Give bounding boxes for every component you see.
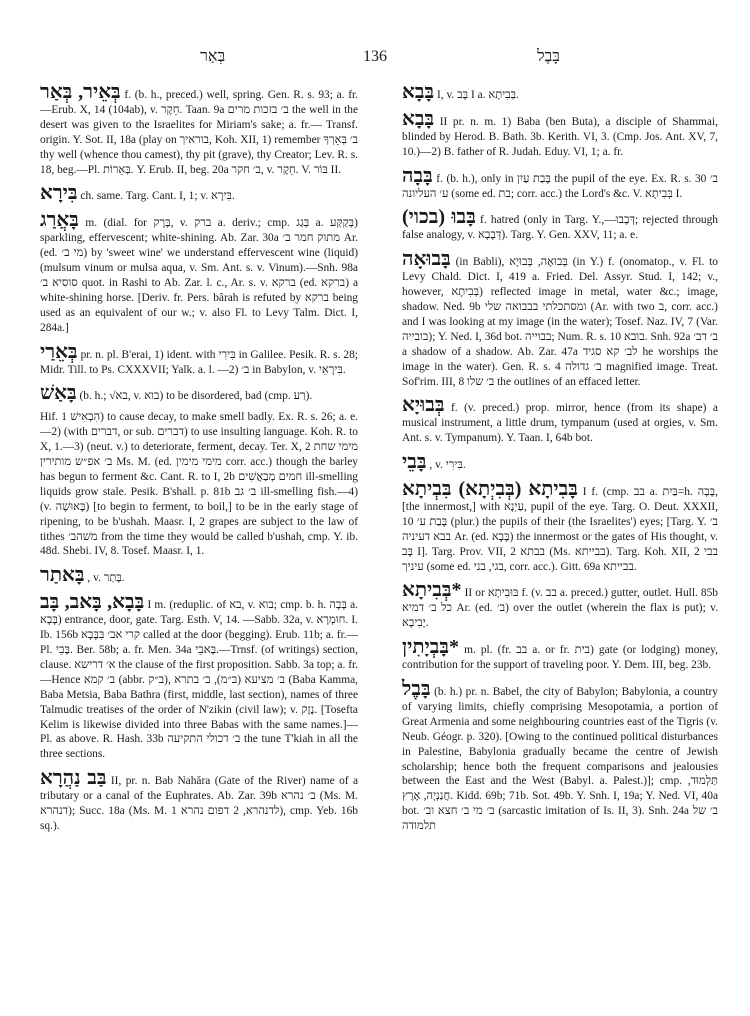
entry-text: , v. בָּתַר.: [87, 572, 125, 585]
entry-headword: בָּבֶל: [402, 678, 431, 700]
entry-text: f. (v. preced.) prop. mirror, hence (from its shape) a musical instrument, a little drum, tympanum (used at orgies, v. Sm. Ant. s. v. Tympanum). Y. Taan. I, 64b bot.: [402, 402, 718, 445]
entry-headword: בְּאֵרַי: [40, 340, 78, 363]
dictionary-entry: [40, 342, 358, 378]
dictionary-entry: [402, 395, 718, 446]
dictionary-entry: [40, 410, 358, 559]
entry-text: m. (dial. for בָּרָק, v. ברק a. deriv.; cmp. בְּגַג a. בְּקַקַּע) sparkling, effervescent; white-shining. Ab. Zar. 30a מתוק חמר ב׳ Ar. (ed. מי ב׳) by 'sweet wine' we understand effervescent wine (liquid) (mulsum vinum or mulsa aqua, v. Sm. Ant. s. v. Vinum).—Snh. 98a סוסיא ב׳ quot. in Rashi to Ab. Zar. l. c., Ar. s. v. ברקא (ed. ברקא) a white-shining horse. [Deriv. fr. Pers. bârah is refuted by ברקא being used as an equivalent of our w.; v. also Fl. to Levy Talm. Dict. I, 284a.]: [40, 217, 359, 334]
page-number: 136: [363, 48, 387, 65]
dictionary-entry: [40, 383, 358, 404]
entry-text: I, v. בָּב I a. בְּבִיתָא.: [436, 89, 519, 101]
entry-text: (b. h.; √בא, v. בוא) to be disordered, bad (cmp. רַע).: [79, 390, 313, 403]
dictionary-entry: [40, 183, 358, 204]
dictionary-entry: [40, 210, 358, 335]
entry-headword: בָּאֲרַג: [40, 209, 79, 232]
entry-headword: בָּאַשׁ: [40, 382, 77, 405]
entry-text: II pr. n. m. 1) Baba (ben Buta), a disciple of Shammai, blinded by Herod. B. Bath. 3b. Kerith. VI, 3. (Cmp. Jos. Ant. XV, 7, 10.)—2) B. father of R. Judah. Eduy. VI, 1; a. fr.: [402, 115, 718, 158]
entry-text: f. (b. h., preced.) well, spring. Gen. R. s. 93; a. fr.—Erub. X, 14 (104ab), v. חֵקֶר. Taan. 9a ב׳ בזכות מרים the well in the desert was given to the Israelites for Miriam's sake; a. fr.— Transf. origin. Y. Sot. II, 18a (play on בוראיך, Koh. XII, 1) remember ב׳ בְּאֵרְךָ thy well (whence thou camest), thy pit (grave), thy Creator; Lev. R. s. 18, beg.—Pl. בְּאֵרוֹת. Y. Erub. II, beg. 20a ב׳ חקר, v. חֵקֶר. V. בּוֹר II.: [40, 89, 359, 176]
entry-text: pr. n. pl. B'erai, 1) ident. with בִּירִי in Galilee. Pesik. R. s. 28; Midr. Till. to Ps. CXXXVII; Yalk. a. l. —2) ב׳ in Babylon, v. בִּירָאֵי.: [40, 348, 358, 376]
entry-text: II or בּוּבִיתָא f. (v. בב a. preced.) gutter, outlet. Hull. 85b כל ב׳ דמיא Ar. (ed. ב׳) over the outlet (wherein the flax is put); v. יָבִיבָא.: [402, 587, 718, 630]
dictionary-entry: [40, 768, 358, 834]
entry-text: I f. (cmp. בב a. בַּיִת=h. בָּבָה, [the innermost,] with עַיְנָא, pupil of the eye. Targ. O. Deut. XXXII, 10 בָּבַת ע׳ (plur.) the pupils of their (the Israelites') eyes; [Targ. Y. ב׳ בבא דעיניה Ar. (ed. בָּבָא) the innermost or the gates of His thought, v. בָּב I]. Targ. Prov. VII, 2 בבתא (Ms. בבייתא). Targ. Koh. XII, 2 בבי עיניך (some ed. בגי, בני, corr. acc.). Gitt. 69a בבייתא.: [402, 486, 719, 573]
entry-headword: בָּבָא: [402, 107, 435, 130]
right-column: [402, 82, 718, 840]
running-head-right: בָּבֶל: [537, 48, 560, 65]
dictionary-entry: [402, 207, 718, 243]
entry-text: Hif. הִבְאִישׁ 1) to cause decay, to make smell badly. Ex. R. s. 26; a. e.—2) (with דברים, or sub. דברים) to use insulting language. Koh. R. to X, 1.—3) (neut. v.) to deteriorate, ferment, decay. Ter. X, 2 מימי שחת ב׳ אפ״ש מותירין Ms. M. (ed. מימי מימין corr. acc.) though the barley has begun to ferment &c. Cant. R. to I, 2b חמים מְבַאֲשִׁים ill-smelling liquids grow stale. Pesik. B'shall. p. 81b ב׳ גב ill-smelling fish.—4) (v. בָּאוּשָׁה) [to begin to ferment, to boil,] to be in the early stage of ripening, to be b'ushah. Maasr. I, 2 grapes are subject to the law of tithes משׁהב׳ from the time they would be called b'ushah, cmp. Y. ib. 48d. Shebi. IV, 8. Tosef. Maasr. I, 1.: [40, 411, 359, 558]
entry-text: II, pr. n. Bab Nahăra (Gate of the River) name of a tributary or a canal of the Euphrates. Ab. Zar. 39b ב׳ נהרא (Ms. M. דנהרא); Succ. 18a (Ms. M. 1 לדנהרא, 2 דפום נהרא), cmp. Yeb. 16b sq.).: [40, 775, 359, 832]
dictionary-entry: [402, 637, 718, 673]
running-head: [60, 48, 690, 72]
entry-headword: בָּבָא: [402, 81, 435, 103]
dictionary-entry: [40, 565, 358, 586]
dictionary-entry: [402, 452, 718, 473]
entry-headword: בָּאתַר: [40, 564, 85, 587]
entry-headword: בָּבוּ (בכוי): [402, 206, 476, 229]
entry-text: , v. בִּירִי.: [429, 459, 466, 472]
entry-text: (in Babli), בְּבוּאָה, בְּבוּיָא (in Y.) f. (onomatop., v. Fl. to Levy Chald. Dict. I, 419 a. Fried. Del. Assyr. Stud. I, 142; v., however, בְּבִיתָא) reflected image in metal, water &c.; image, shadow. Ned. 9b ומסתכלתי בבבואה שלי (Ar. with two ב, corr. acc.) and I was looking at my image (in the water); Tosef. Naz. IV, 7 (Var. בובייה); Y. Ned. I, 36d bot. בבוייה; Num. R. s. 10 בובא. Snh. 92a ב׳ דב׳ a shadow of a shadow. Ab. Zar. 47a לב׳ קא סגיד he worships the image in the water). Gen. R. s. 4 ב׳ גדולה magnified image. Treat. Sof'rim. III, 8 ב׳ שלו the outlines of an effaced letter.: [402, 256, 719, 388]
entry-text: m. pl. (fr. בב a. or fr. בית) gate (or lodging) money, contribution for the support of traveling poor. Y. Dem. III, beg. 23b.: [402, 644, 718, 672]
dictionary-entry: [40, 82, 358, 177]
entry-text: f. (b. h.), only in בָּבַת עַיִן the pupil of the eye. Ex. R. s. 30 ב׳ ע׳ העליונה (some ed. בת; corr. acc.) the Lord's &c. V. בְּבִיתָא I.: [402, 172, 718, 200]
entry-headword: *בָּבְיָתִין: [402, 636, 460, 659]
dictionary-entry: [402, 82, 718, 103]
running-head-left: בְּאַר: [200, 48, 226, 65]
dictionary-entry: [402, 166, 718, 202]
dictionary-entry: [402, 479, 718, 574]
entry-headword: בְּאֵיר, בְּאַר: [40, 81, 121, 103]
entry-headword: *בְּבִיתָא: [402, 579, 462, 602]
entry-text: (b. h.) pr. n. Babel, the city of Babylon; Babylonia, a country of varying limits, chiefly comprising Mesopotamia, a portion of Great Armenia and some neighbouring countries east of the Tigris (v. Neub. Géogr. p. 320). [Owing to the continued political disturbances in Palestine, Babylonia gradually became the centre of Jewish scholarship; hence both the frequent comparisons and jealousies between the East and the West (Babyl. a. Palest.)]; cmp. תַּלְמוּד, חֲנַנְיָה, אֶרֶץ. Kidd. 69b; 71b. Sot. 49b. Y. Snh. I, 19a; Y. Ned. VI, 40a bot. ב׳ מי ב׳ חצא וב׳ (sarcastic imitation of Is. II, 3). Snh. 24a ב׳ של תלמודה: [402, 686, 719, 833]
dictionary-entry: [40, 592, 358, 762]
dictionary-entry: [402, 249, 718, 389]
entry-headword: בָּבִיתָא (בְּבִיְתָא) בִּבְיתָא: [402, 478, 578, 501]
left-column: [40, 82, 358, 840]
dictionary-entry: [402, 679, 718, 834]
entry-headword: בִּירָא: [40, 182, 78, 205]
entry-headword: בָּבוּאָה: [402, 248, 451, 271]
dictionary-entry: [402, 109, 718, 160]
dictionary-entry: [402, 580, 718, 631]
entry-headword: בָּבָא, בָּאב, בָּב: [40, 591, 145, 614]
entry-headword: בְּבוּיָא: [402, 394, 445, 417]
entry-text: I m. (reduplic. of בא, v. בוא; cmp. b. h. בָּבָה a. בָּבָא) entrance, door, gate. Targ. Esth. V, 14. —Sabb. 32a, v. חוּמְרָא. I. Ib. 156b קרי אב׳ בִּבָּבָא called at the door (begging). Erub. 11b; a. fr.—Pl. בָּבֵי. Ber. 58b; a. fr. Men. 34a בָּאבֵי.—Trnsf. (of writings) section, clause. א׳ דרישא the clause of the first proposition. Sabb. 3a top; a. fr.—Hence ב׳ קמא (abbr. ב״ק), ב׳ מציעא (ב״מ), ב׳ בתרא (Baba Kamma, Baba Metsia, Baba Bathra (first, middle, last section), names of three Talmudic treatises of the order of N'zikin (civil law); v. נֶזֶק. [Tosefta Kelim is likewise divided into three Babas with the same names.]—Pl. as above. R. Hash. 33b ב׳ דכולי התקיעה the tune T'kiah in all the three sections.: [40, 599, 358, 761]
entry-text: ch. same. Targ. Cant. I, 1; v. בִּירָא.: [80, 190, 235, 203]
entry-headword: בָּבָה: [402, 164, 433, 187]
entry-headword: בָּבֵי: [402, 451, 427, 474]
entry-text: f. hatred (only in Targ. Y.,—דְּבָבוּ; rejected through false analogy, v. דְּבָבָא). Targ. Y. Gen. XXV, 11; a. e.: [402, 214, 718, 242]
entry-headword: בַּב נַהֲרָא: [40, 767, 107, 790]
